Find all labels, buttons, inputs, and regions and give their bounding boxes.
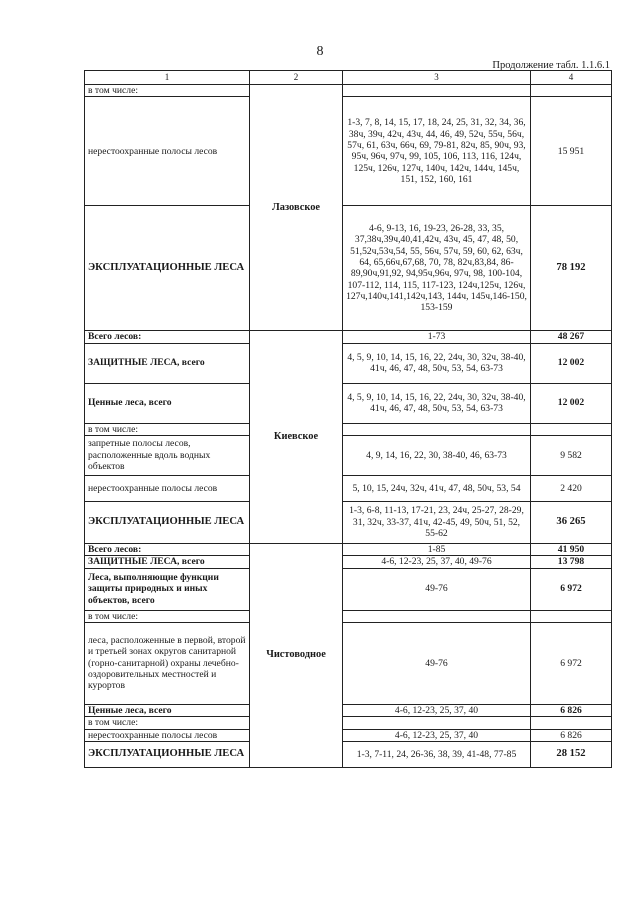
quarters-cell: 1-3, 7, 8, 14, 15, 17, 18, 24, 25, 31, 32, 34, 36, 38ч, 39ч, 42ч, 43ч, 44, 46, 49, 52ч, 55ч, 56ч, 57ч, 61, 63ч, 66ч, 69, 79-81, 82ч, 85, 90ч, 93, 95ч, 96ч, 97ч, 99, 105, 106, 113, 116, 124ч, 125ч, 126ч, 127ч, 140ч, 142ч, 144ч, 145ч, 151, 152, 160, 161 (343, 97, 531, 206)
area-cell: 36 265 (531, 501, 612, 543)
row-label: Всего лесов: (85, 543, 250, 555)
table-row (85, 729, 612, 741)
row-label: нерестоохранные полосы лесов (85, 97, 250, 206)
quarters-cell (343, 85, 531, 97)
row-label: леса, расположенные в первой, второй и третьей зонах округов санитарной (горно-санитарной) охраны лечебно-оздоровительных местностей и курортов (85, 622, 250, 704)
row-label: нерестоохранные полосы лесов (85, 475, 250, 501)
table-row (85, 435, 612, 475)
quarters-cell (343, 610, 531, 622)
row-label: ЗАЩИТНЫЕ ЛЕСА, всего (85, 343, 250, 383)
table-row (85, 475, 612, 501)
row-label: Ценные леса, всего (85, 383, 250, 423)
quarters-cell: 4-6, 12-23, 25, 37, 40 (343, 729, 531, 741)
quarters-cell: 1-3, 7-11, 24, 26-36, 38, 39, 41-48, 77-85 (343, 741, 531, 767)
row-label: Всего лесов: (85, 331, 250, 343)
area-cell: 41 950 (531, 543, 612, 555)
table-row (85, 568, 612, 610)
area-cell (531, 85, 612, 97)
area-cell: 6 826 (531, 729, 612, 741)
row-label: в том числе: (85, 717, 250, 729)
table-caption: Продолжение табл. 1.1.6.1 (492, 60, 610, 71)
row-label: нерестоохранные полосы лесов (85, 729, 250, 741)
table-row (85, 741, 612, 767)
quarters-cell: 49-76 (343, 568, 531, 610)
table-row (85, 206, 612, 331)
area-cell: 78 192 (531, 206, 612, 331)
table-row (85, 331, 612, 343)
quarters-cell: 49-76 (343, 622, 531, 704)
area-cell: 48 267 (531, 331, 612, 343)
quarters-cell: 1-3, 6-8, 11-13, 17-21, 23, 24ч, 25-27, 28-29, 31, 32ч, 33-37, 41ч, 42-45, 49, 50ч, 51, 52, 55-62 (343, 501, 531, 543)
quarters-cell: 4, 5, 9, 10, 14, 15, 16, 22, 24ч, 30, 32ч, 38-40, 41ч, 46, 47, 48, 50ч, 53, 54, 63-73 (343, 343, 531, 383)
table-row (85, 704, 612, 716)
header-row (85, 71, 612, 85)
table-row (85, 543, 612, 555)
area-cell (531, 717, 612, 729)
quarters-cell: 4-6, 9-13, 16, 19-23, 26-28, 33, 35, 37,38ч,39ч,40,41,42ч, 43ч, 45, 47, 48, 50, 51,52ч,53ч,54, 55, 56ч, 57ч, 59, 60, 62, 63ч, 64, 65,66ч,67,68, 70, 78, 82ч,83,84, 86-89,90ч,91,92, 94,95ч,96ч, 97ч, 98, 100-104, 107-112, 114, 115, 117-123, 124ч,125ч, 126ч, 127ч,140ч,141,142ч,143, 144ч, 145ч,146-150, 153-159 (343, 206, 531, 331)
table-row (85, 610, 612, 622)
table-row (85, 97, 612, 206)
quarters-cell: 1-73 (343, 331, 531, 343)
row-label: Ценные леса, всего (85, 704, 250, 716)
area-cell: 28 152 (531, 741, 612, 767)
region-cell: Лазовское (250, 85, 343, 331)
column-header: 1 (85, 71, 250, 85)
area-cell: 15 951 (531, 97, 612, 206)
table-row (85, 85, 612, 97)
column-header: 4 (531, 71, 612, 85)
region-cell: Киевское (250, 331, 343, 544)
row-label: ЗАЩИТНЫЕ ЛЕСА, всего (85, 556, 250, 568)
row-label: в том числе: (85, 610, 250, 622)
quarters-cell: 4-6, 12-23, 25, 37, 40 (343, 704, 531, 716)
area-cell: 2 420 (531, 475, 612, 501)
quarters-cell: 4-6, 12-23, 25, 37, 40, 49-76 (343, 556, 531, 568)
area-cell: 6 826 (531, 704, 612, 716)
quarters-cell: 4, 9, 14, 16, 22, 30, 38-40, 46, 63-73 (343, 435, 531, 475)
row-label: в том числе: (85, 423, 250, 435)
row-label: ЭКСПЛУАТАЦИОННЫЕ ЛЕСА (85, 501, 250, 543)
quarters-cell (343, 423, 531, 435)
row-label: в том числе: (85, 85, 250, 97)
column-header: 3 (343, 71, 531, 85)
row-label: Леса, выполняющие функции защиты природных и иных объектов, всего (85, 568, 250, 610)
table-row (85, 622, 612, 704)
table-row (85, 423, 612, 435)
table-row (85, 383, 612, 423)
region-cell: Чистоводное (250, 543, 343, 767)
page-number: 8 (316, 44, 324, 59)
quarters-cell: 5, 10, 15, 24ч, 32ч, 41ч, 47, 48, 50ч, 53, 54 (343, 475, 531, 501)
quarters-cell: 1-85 (343, 543, 531, 555)
table-row (85, 343, 612, 383)
area-cell: 12 002 (531, 343, 612, 383)
table-row (85, 556, 612, 568)
area-cell: 9 582 (531, 435, 612, 475)
quarters-cell: 4, 5, 9, 10, 14, 15, 16, 22, 24ч, 30, 32ч, 38-40, 41ч, 46, 47, 48, 50ч, 53, 54, 63-73 (343, 383, 531, 423)
quarters-cell (343, 717, 531, 729)
area-cell (531, 610, 612, 622)
area-cell (531, 423, 612, 435)
row-label: ЭКСПЛУАТАЦИОННЫЕ ЛЕСА (85, 206, 250, 331)
row-label: запретные полосы лесов, расположенные вдоль водных объектов (85, 435, 250, 475)
row-label: ЭКСПЛУАТАЦИОННЫЕ ЛЕСА (85, 741, 250, 767)
area-cell: 6 972 (531, 568, 612, 610)
area-cell: 12 002 (531, 383, 612, 423)
area-cell: 6 972 (531, 622, 612, 704)
forest-table (84, 70, 612, 768)
table-row (85, 501, 612, 543)
area-cell: 13 798 (531, 556, 612, 568)
table-row (85, 717, 612, 729)
column-header: 2 (250, 71, 343, 85)
